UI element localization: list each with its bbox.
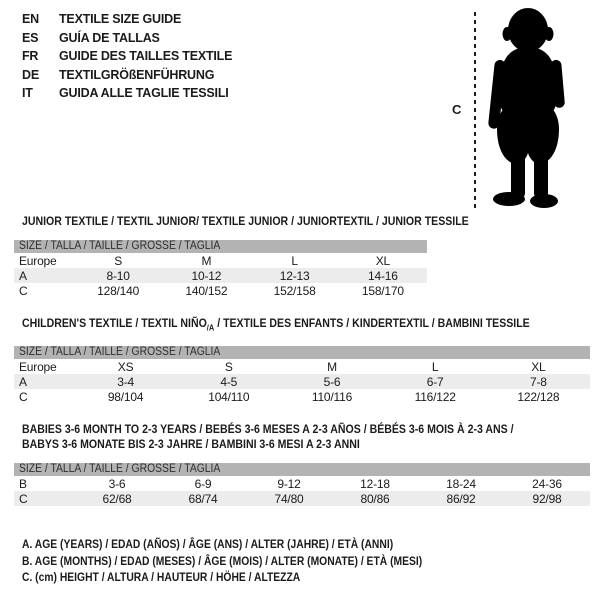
title-text: BABIES 3-6 MONTH TO 2-3 YEARS / BEBÉS 3-6 MESES A 2-3 AÑOS / BÉBÉS 3-6 MOIS À 2-3 ANS / [22,422,514,437]
size-header-label: SIZE / TALLA / TAILLE / GRÖSSE / TAGLIA [19,346,221,359]
size-value-cell: 86/92 [446,491,476,506]
size-value-cell: 92/98 [532,491,562,506]
table-title-line [22,316,531,335]
row-label-cell: Europe [19,253,57,268]
title-text: JUNIOR TEXTILE / TEXTIL JUNIOR/ TEXTILE JUNIOR / JUNIORTEXTIL / JUNIOR TESSILE [22,214,469,228]
language-row [22,10,232,29]
row-label-cell: A [19,268,27,283]
size-value-cell: 6-9 [194,476,212,491]
title-text: / TEXTILE DES ENFANTS / KINDERTEXTIL / BAMBINI TESSILE [214,316,530,330]
table-row [14,359,590,374]
size-tables-content [0,214,600,585]
title-text: BABYS 3-6 MONATE BIS 2-3 JAHRE / BAMBINI 3-6 MESI A 2-3 ANNI [22,437,360,452]
table-sections [0,214,600,506]
size-value-cell: 110/116 [311,389,353,404]
row-label-cell: C [19,491,28,506]
language-label: TEXTILE SIZE GUIDE [59,12,182,26]
table-row [14,491,590,506]
size-value-cell: 12-13 [279,268,310,283]
language-row [22,84,232,103]
language-label: GUIDA ALLE TAGLIE TESSILI [59,86,229,101]
language-code: DE [22,67,39,82]
row-label-cell: Europe [19,359,57,374]
size-value-cell: 80/86 [360,491,390,506]
size-value-cell: XL [531,359,546,374]
size-header-bar [14,463,590,476]
table-row [14,389,590,404]
size-table [14,359,590,404]
size-value-cell: S [114,253,123,268]
size-value-cell: 14-16 [368,268,398,283]
size-value-cell: M [201,253,212,268]
size-header-bar [14,346,590,359]
size-table-section [0,316,600,404]
size-value-cell: XS [117,359,134,374]
size-value-cell: 7-8 [530,374,547,389]
size-value-cell: 128/140 [97,283,140,298]
size-value-cell: 152/158 [273,283,316,298]
size-value-cell: 5-6 [323,374,341,389]
row-label-cell: C [19,283,28,298]
table-title-line [22,214,531,229]
size-value-cell: 158/170 [361,283,404,298]
size-value-cell: 10-12 [191,268,222,283]
language-code: EN [22,12,39,26]
footnote-line: A. AGE (YEARS) / EDAD (AÑOS) / ÂGE (ANS) / ALTER (JAHRE) / ETÀ (ANNI) [22,537,394,552]
size-value-cell: 9-12 [277,476,301,491]
size-value-cell: 68/74 [188,491,218,506]
size-table [14,253,427,298]
size-value-cell: 140/152 [185,283,228,298]
toddler-silhouette-image [482,5,579,210]
size-value-cell: 74/80 [274,491,304,506]
size-value-cell: 116/122 [414,389,456,404]
size-value-cell: M [327,359,337,374]
size-value-cell: 122/128 [517,389,560,404]
row-label-cell: B [19,476,27,491]
language-row [22,47,232,66]
language-label: GUÍA DE TALLAS [59,30,160,45]
size-header-bar [14,240,427,253]
height-measure-dashed-line [474,12,476,208]
title-text: /A [206,322,215,333]
table-title [22,214,600,229]
size-value-cell: 62/68 [102,491,132,506]
size-value-cell: 3-4 [117,374,134,389]
size-value-cell: 6-7 [426,374,444,389]
baby-head-shape [508,8,548,52]
language-label: TEXTILGRÖßENFÜHRUNG [59,67,215,82]
footnote-line: C. (cm) HEIGHT / ALTURA / HAUTEUR / HÖHE / ALTEZZA [22,569,301,584]
size-value-cell: XL [375,253,391,268]
table-title [22,422,600,452]
table-title-line [22,422,531,437]
size-value-cell: 12-18 [360,476,390,491]
language-row [22,29,232,48]
table-row [14,253,427,268]
size-value-cell: 98/104 [107,389,144,404]
size-value-cell: S [224,359,233,374]
language-code: IT [22,86,33,101]
size-value-cell: 104/110 [208,389,250,404]
size-table-section [0,422,600,506]
size-value-cell: 4-5 [220,374,238,389]
table-title-line [22,437,531,452]
title-text: CHILDREN'S TEXTILE / TEXTIL NIÑO [22,316,207,330]
table-row [14,476,590,491]
size-value-cell: 18-24 [446,476,476,491]
size-header-label: SIZE / TALLA / TAILLE / GRÖSSE / TAGLIA [19,240,221,252]
size-value-cell: L [291,253,298,268]
header-block [0,0,600,212]
measure-label-c: C [452,102,462,117]
language-row [22,66,232,85]
language-code: FR [22,49,39,64]
size-value-cell: 8-10 [106,268,130,283]
size-value-cell: 3-6 [108,476,126,491]
size-value-cell: 24-36 [532,476,562,491]
language-list [22,10,232,103]
footnotes [22,536,600,585]
size-header-label: SIZE / TALLA / TAILLE / GRÖSSE / TAGLIA [19,463,221,476]
language-code: ES [22,30,39,45]
size-table-section [0,214,600,298]
row-label-cell: C [19,389,28,404]
table-row [14,283,427,298]
table-row [14,268,427,283]
language-label: GUIDE DES TAILLES TEXTILE [59,49,233,64]
table-title [22,316,600,335]
footnote-line: B. AGE (MONTHS) / EDAD (MESES) / ÂGE (MOIS) / ALTER (MONATE) / ETÀ (MESI) [22,553,423,568]
size-value-cell: L [431,359,439,374]
size-table [14,476,590,506]
row-label-cell: A [19,374,27,389]
table-row [14,374,590,389]
